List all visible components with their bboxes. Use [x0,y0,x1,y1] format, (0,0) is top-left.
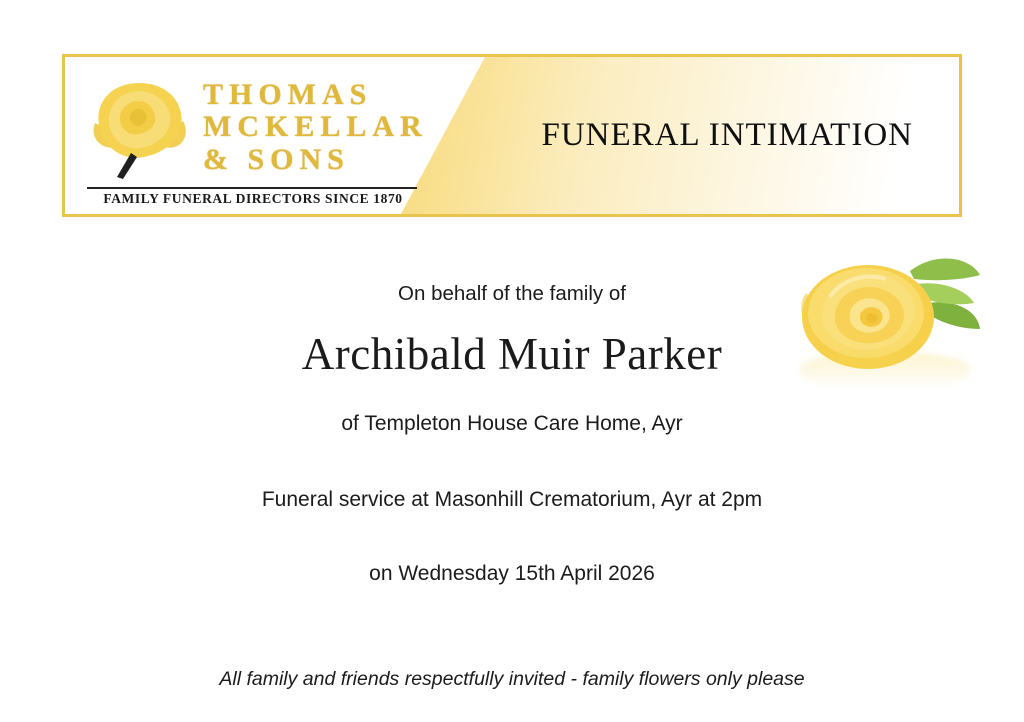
logo-tagline: FAMILY FUNERAL DIRECTORS SINCE 1870 [103,191,403,206]
address-line: of Templeton House Care Home, Ayr [341,412,683,435]
date-line: on Wednesday 15th April 2026 [369,562,655,585]
rose-logo-icon [87,77,197,182]
deceased-name: Archibald Muir Parker [301,329,723,379]
logo-line-1: THOMAS [203,78,373,111]
logo-line-2: MCKELLAR [203,110,428,144]
logo-line-3: & SONS [203,142,350,176]
logo-divider [87,187,417,189]
invitation-line: All family and friends respectfully invited - family flowers only please [219,668,805,690]
on-behalf-line: On behalf of the family of [398,282,626,305]
page-title: FUNERAL INTIMATION [541,117,913,153]
notice-body [0,240,1024,691]
service-line: Funeral service at Masonhill Crematorium, Ayr at 2pm [261,488,763,511]
header-banner [62,54,962,217]
company-name [203,78,428,176]
company-logo [79,65,428,210]
